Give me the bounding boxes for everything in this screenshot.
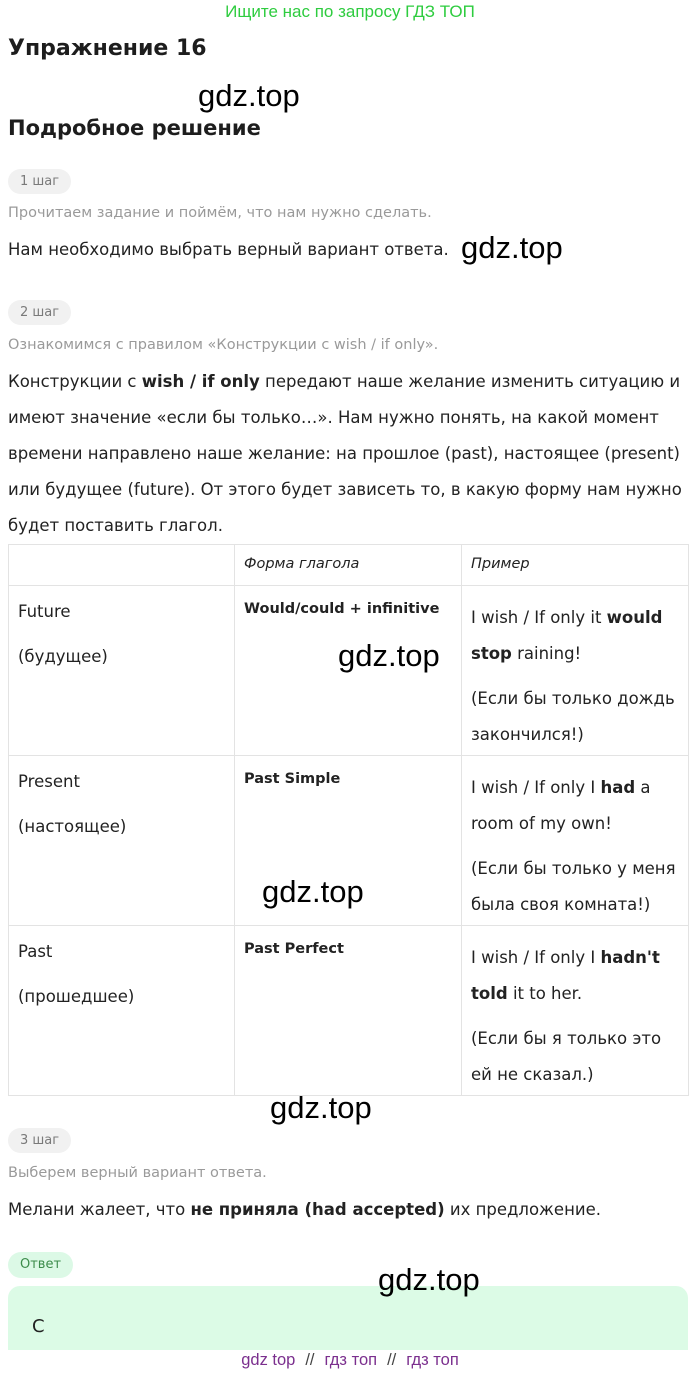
wish-rules-table [8,544,689,1096]
watermark: gdz.top [198,78,300,113]
exercise-title: Упражнение 16 [8,36,207,61]
tense-cell [9,586,235,756]
example-sentence: I wish / If only I hadn't told it to her. [471,948,660,1003]
example-translation: (Если бы я только это ей не сказал.) [471,1029,662,1084]
step-2-badge: 2 шаг [8,300,71,325]
watermark: gdz.top [262,874,364,909]
example-cell [462,586,689,756]
verb-form-cell: Past Perfect [235,926,462,1096]
verb-form-cell: Would/could + infinitive [235,586,462,756]
solution-heading: Подробное решение [8,116,261,140]
step-1-text: Нам необходимо выбрать верный вариант ответа. [8,240,449,259]
table-header: Пример [462,545,689,586]
answer-box [8,1286,688,1350]
example-sentence: I wish / If only I had a room of my own! [471,778,651,833]
table-row [9,926,689,1096]
footer-links [0,1351,700,1370]
watermark: gdz.top [378,1262,480,1297]
watermark: gdz.top [338,638,440,673]
example-translation: (Если бы только у меня была своя комната!) [471,859,676,914]
table-header: Форма глагола [235,545,462,586]
table-header [9,545,235,586]
tense-translation: (будущее) [18,647,108,666]
step-2-text: Конструкции с wish / if only передают наше желание изменить ситуацию и имеют значение «если бы только…». Нам нужно понять, на какой момент времени направлено наше желание: на прошлое (past), настоящее (present) или будущее (future). От этого будет зависеть то, в какую форму нам нужно будет поставить глагол. [8,372,682,535]
tense-name: Past [18,942,53,961]
step-3-text: Мелани жалеет, что не приняла (had accepted) их предложение. [8,1200,601,1219]
example-translation: (Если бы только дождь закончился!) [471,689,675,744]
search-banner: Ищите нас по запросу ГДЗ ТОП [225,2,475,21]
footer-link-gdz-top-ru-2[interactable]: гдз топ [406,1351,459,1369]
footer-separator: // [305,1351,315,1369]
footer-link-gdz-top[interactable]: gdz top [241,1351,296,1369]
step-2-intro: Ознакомимся с правилом «Конструкции с wish / if only». [8,337,439,353]
step-1-intro: Прочитаем задание и поймём, что нам нужно сделать. [8,205,432,221]
example-cell [462,926,689,1096]
tense-translation: (прошедшее) [18,987,135,1006]
answer-value: C [32,1316,45,1337]
table-header-row [9,545,689,586]
tense-cell [9,926,235,1096]
footer-link-gdz-top-ru[interactable]: гдз топ [324,1351,378,1369]
footer-separator: // [387,1351,397,1369]
answer-badge: Ответ [8,1252,73,1278]
tense-name: Future [18,602,71,621]
step-1-badge: 1 шаг [8,169,71,194]
watermark: gdz.top [461,230,563,265]
tense-cell [9,756,235,926]
watermark: gdz.top [270,1090,372,1125]
verb-form-cell: Past Simple [235,756,462,926]
step-3-intro: Выберем верный вариант ответа. [8,1165,267,1181]
tense-name: Present [18,772,80,791]
tense-translation: (настоящее) [18,817,127,836]
step-3-badge: 3 шаг [8,1128,71,1153]
example-sentence: I wish / If only it would stop raining! [471,608,663,663]
example-cell [462,756,689,926]
